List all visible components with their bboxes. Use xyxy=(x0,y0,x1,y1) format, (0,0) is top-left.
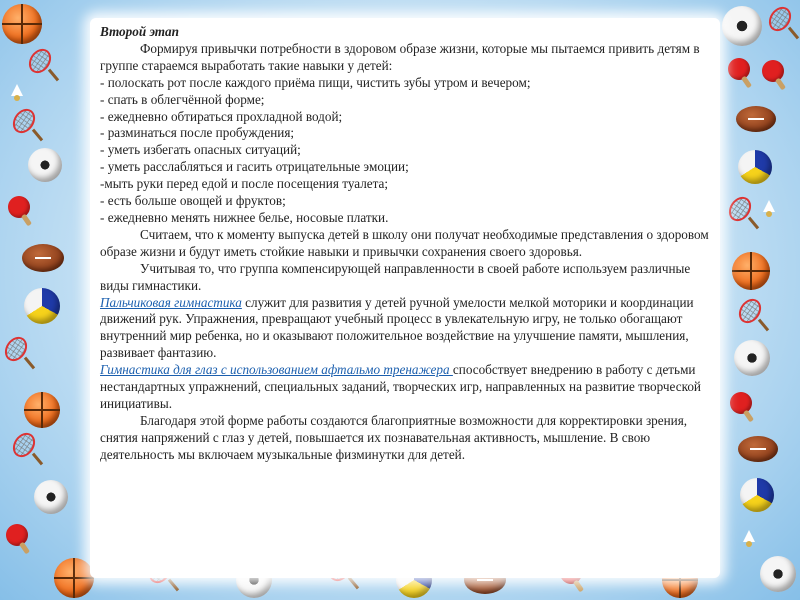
basketball-icon xyxy=(2,4,42,44)
shuttlecock-icon xyxy=(740,530,758,548)
list-item: - спать в облегчённой форме; xyxy=(100,91,265,107)
racket-icon xyxy=(14,432,48,466)
volleyball-icon xyxy=(24,288,60,324)
finger-gymnastics-text: служит для развития у детей ручной умелости мелкой моторики и координации движений рук. Упражнения, превращают учебный процесс в увлекательную игру, не только обогащают внутренний мир ребенка, но и оказывают положительное воздействие на улучшение памяти, мышления, развивает фантазию. xyxy=(100,294,694,361)
gymnastics-intro-paragraph: Учитывая то, что группа компенсирующей направленности в своей работе используем различные виды гимнастики. xyxy=(100,260,691,293)
shuttlecock-icon xyxy=(760,200,778,218)
list-item: - уметь избегать опасных ситуаций; xyxy=(100,142,301,158)
shuttlecock-icon xyxy=(8,84,26,102)
eye-gymnastics-link[interactable]: Гимнастика для глаз с использованием афтальмо тренажера xyxy=(100,362,453,378)
conclusion-paragraph: Считаем, что к моменту выпуска детей в школу они получат необходимые представления о здоровом образе жизни и будут иметь стойкие навыки и привычки сохранения своего здоровья. xyxy=(100,226,709,259)
racket-icon xyxy=(770,6,800,40)
ping-pong-paddle-icon xyxy=(8,196,38,226)
habits-list xyxy=(100,75,714,227)
ping-pong-paddle-icon xyxy=(730,392,760,422)
ping-pong-paddle-icon xyxy=(728,58,758,88)
section-heading: Второй этап xyxy=(100,24,179,39)
finger-gymnastics-paragraph xyxy=(100,295,714,363)
soccer-ball-icon xyxy=(734,340,770,376)
rugby-ball-icon xyxy=(738,436,778,462)
basketball-icon xyxy=(24,392,60,428)
basketball-icon xyxy=(54,558,94,598)
rugby-ball-icon xyxy=(736,106,776,132)
list-item: - ежедневно обтираться прохладной водой; xyxy=(100,108,343,124)
list-item: -мыть руки перед едой и после посещения туалета; xyxy=(100,176,389,192)
racket-icon xyxy=(740,298,774,332)
ping-pong-paddle-icon xyxy=(6,524,36,554)
finger-gymnastics-link[interactable]: Пальчиковая гимнастика xyxy=(100,294,242,310)
racket-icon xyxy=(30,48,64,82)
list-item: - ежедневно менять нижнее белье, носовые платки. xyxy=(100,209,389,225)
ping-pong-paddle-icon xyxy=(762,60,792,90)
document-body xyxy=(100,24,714,464)
racket-icon xyxy=(14,108,48,142)
soccer-ball-icon xyxy=(722,6,762,46)
basketball-icon xyxy=(732,252,770,290)
closing-paragraph: Благодаря этой форме работы создаются благоприятные возможности для корректировки зрения, снятия напряжений с глаз у детей, повышается их познавательная активность, мышление. В свою деятельность мы включаем музыкальные физминутки для детей. xyxy=(100,412,688,462)
soccer-ball-icon xyxy=(34,480,68,514)
volleyball-icon xyxy=(738,150,772,184)
volleyball-icon xyxy=(740,478,774,512)
soccer-ball-icon xyxy=(28,148,62,182)
eye-gymnastics-text: способствует внедрению в работу с детьми нестандартных упражнений, специальных заданий, творческих игр, направленных на развитие творческой инициативы. xyxy=(100,362,701,411)
soccer-ball-icon xyxy=(760,556,796,592)
list-item: - уметь расслабляться и гасить отрицательные эмоции; xyxy=(100,159,409,175)
list-item: - разминаться после пробуждения; xyxy=(100,125,295,141)
list-item: - есть больше овощей и фруктов; xyxy=(100,193,286,209)
racket-icon xyxy=(6,336,40,370)
intro-paragraph: Формируя привычки потребности в здоровом образе жизни, которые мы пытаемся привить детям в группе стараемся выработать такие навыки у детей: xyxy=(100,40,700,73)
rugby-ball-icon xyxy=(22,244,64,272)
list-item: - полоскать рот после каждого приёма пищи, чистить зубы утром и вечером; xyxy=(100,74,531,90)
eye-gymnastics-paragraph xyxy=(100,362,714,413)
racket-icon xyxy=(730,196,764,230)
